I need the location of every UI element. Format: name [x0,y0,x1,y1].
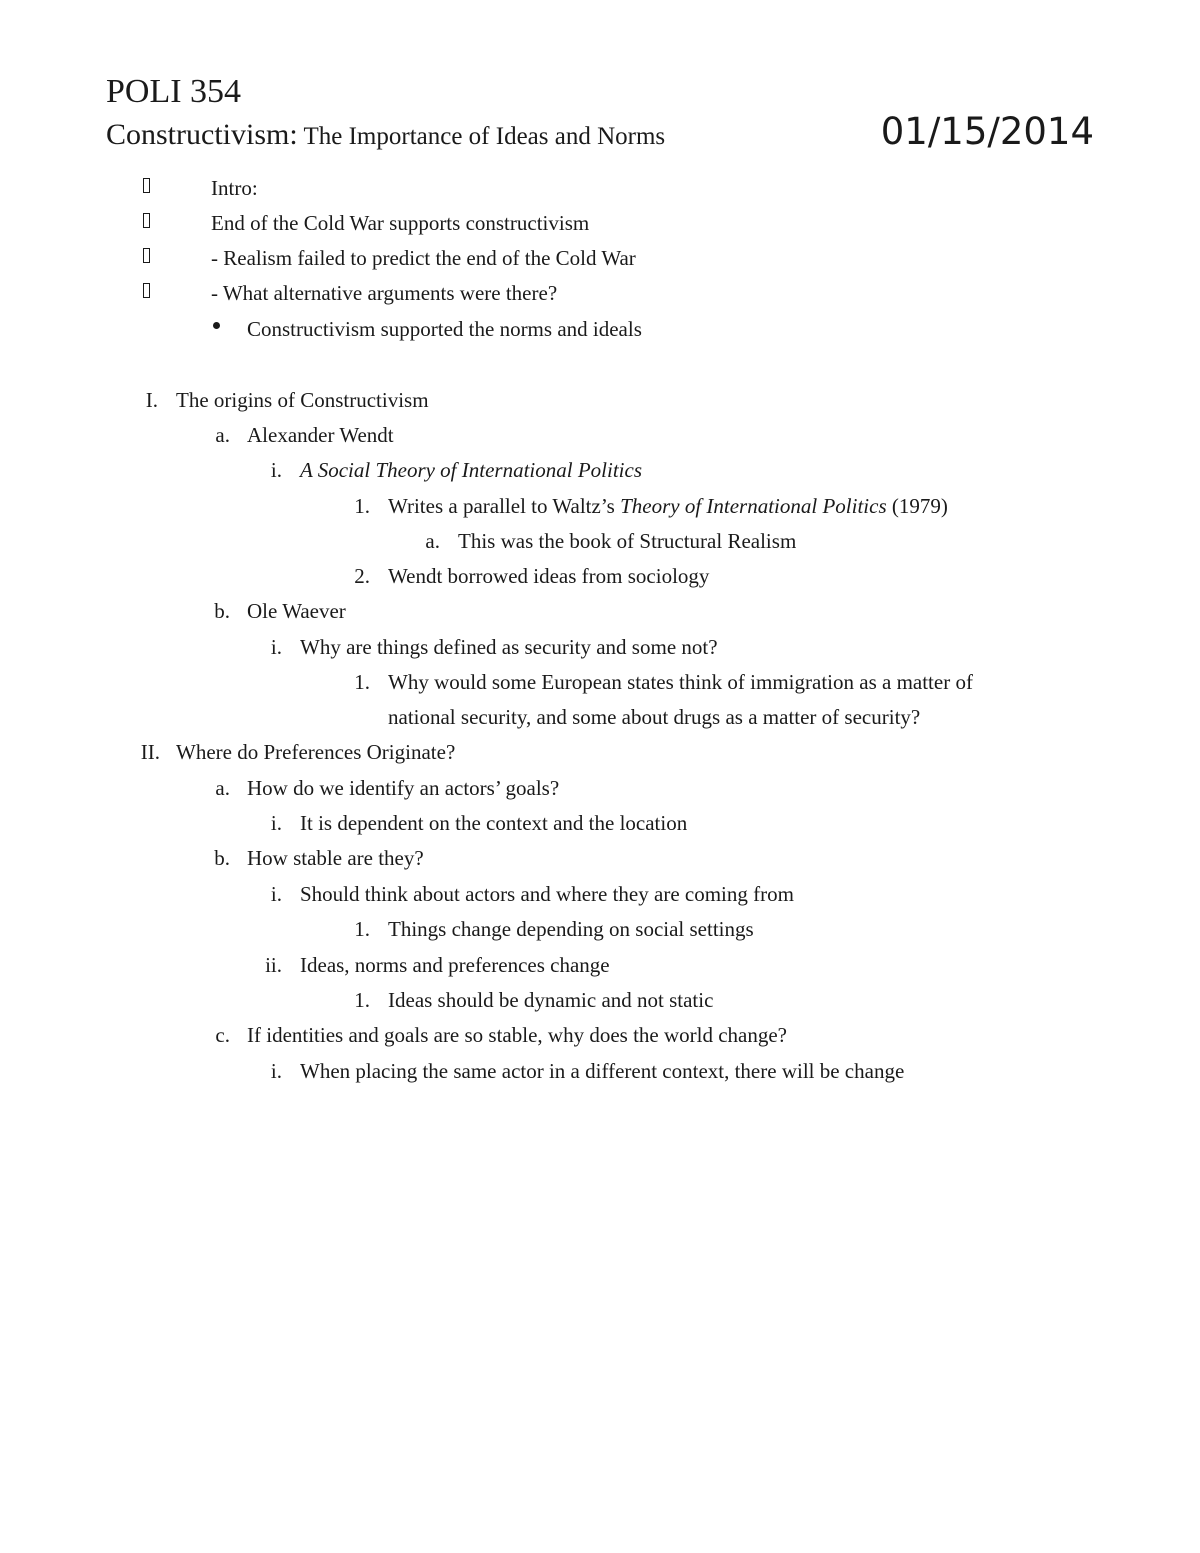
outline-marker: 1. [354,988,370,1012]
outline-item-continuation: national security, and some about drugs as a matter of security? [388,705,921,729]
item-text: Writes a parallel to Waltz’s [388,494,621,518]
outline-item: Ideas, norms and preferences change [300,953,610,977]
intro-bullet-item: Constructivism supported the norms and ideals [247,317,642,341]
missing-glyph-bullet-icon [143,283,150,298]
outline-marker: a. [425,529,440,553]
intro-line: Intro: [211,176,258,200]
outline-marker: 1. [354,494,370,518]
outline-marker: ii. [265,953,282,977]
outline-item: Alexander Wendt [247,423,394,447]
item-text: (1979) [886,494,948,518]
outline-item: Things change depending on social settings [388,917,754,941]
outline-marker: i. [270,1059,282,1083]
outline-marker: b. [214,846,230,870]
outline-item: Should think about actors and where they are coming from [300,882,794,906]
missing-glyph-bullet-icon [143,178,150,193]
outline-item: Why would some European states think of immigration as a matter of [388,670,973,694]
lecture-title [106,115,665,157]
intro-line: - What alternative arguments were there? [211,281,558,305]
outline-item: How do we identify an actors’ goals? [247,776,560,800]
outline-marker: 1. [354,670,370,694]
outline-item: Why are things defined as security and some not? [300,635,718,659]
title-rest: The Importance of Ideas and Norms [297,123,666,150]
outline-marker: a. [215,423,230,447]
missing-glyph-bullet-icon [143,213,150,228]
book-title: A Social Theory of International Politics [300,458,642,482]
outline-marker: 2. [354,564,370,588]
outline-marker: i. [270,458,282,482]
outline-item: Wendt borrowed ideas from sociology [388,564,710,588]
bullet-dot-icon [213,322,220,329]
section-heading: The origins of Constructivism [176,388,429,412]
intro-line: - Realism failed to predict the end of the Cold War [211,246,636,270]
outline-marker: i. [270,811,282,835]
outline-marker: II. [140,740,160,764]
outline-item: Ideas should be dynamic and not static [388,988,714,1012]
outline-item: Ole Waever [247,599,346,623]
outline-marker: 1. [354,917,370,941]
missing-glyph-bullet-icon [143,248,150,263]
section-heading: Where do Preferences Originate? [176,740,456,764]
outline-item: This was the book of Structural Realism [458,529,797,553]
outline-item: If identities and goals are so stable, why does the world change? [247,1023,788,1047]
outline-marker: b. [214,599,230,623]
title-lead: Constructivism: [106,118,298,151]
outline-item: It is dependent on the context and the location [300,811,688,835]
course-code: POLI 354 [106,73,242,110]
outline-item [300,455,642,485]
lecture-date: 01/15/2014 [880,110,1094,153]
book-title: Theory of International Politics [620,494,887,518]
outline-marker: I. [145,388,158,412]
outline-item: How stable are they? [247,846,424,870]
outline-marker: a. [215,776,230,800]
outline-marker: c. [215,1023,230,1047]
outline-item: When placing the same actor in a different context, there will be change [300,1059,905,1083]
outline-marker: i. [270,882,282,906]
outline-marker: i. [270,635,282,659]
outline-item [388,491,948,521]
intro-line: End of the Cold War supports constructivism [211,211,590,235]
